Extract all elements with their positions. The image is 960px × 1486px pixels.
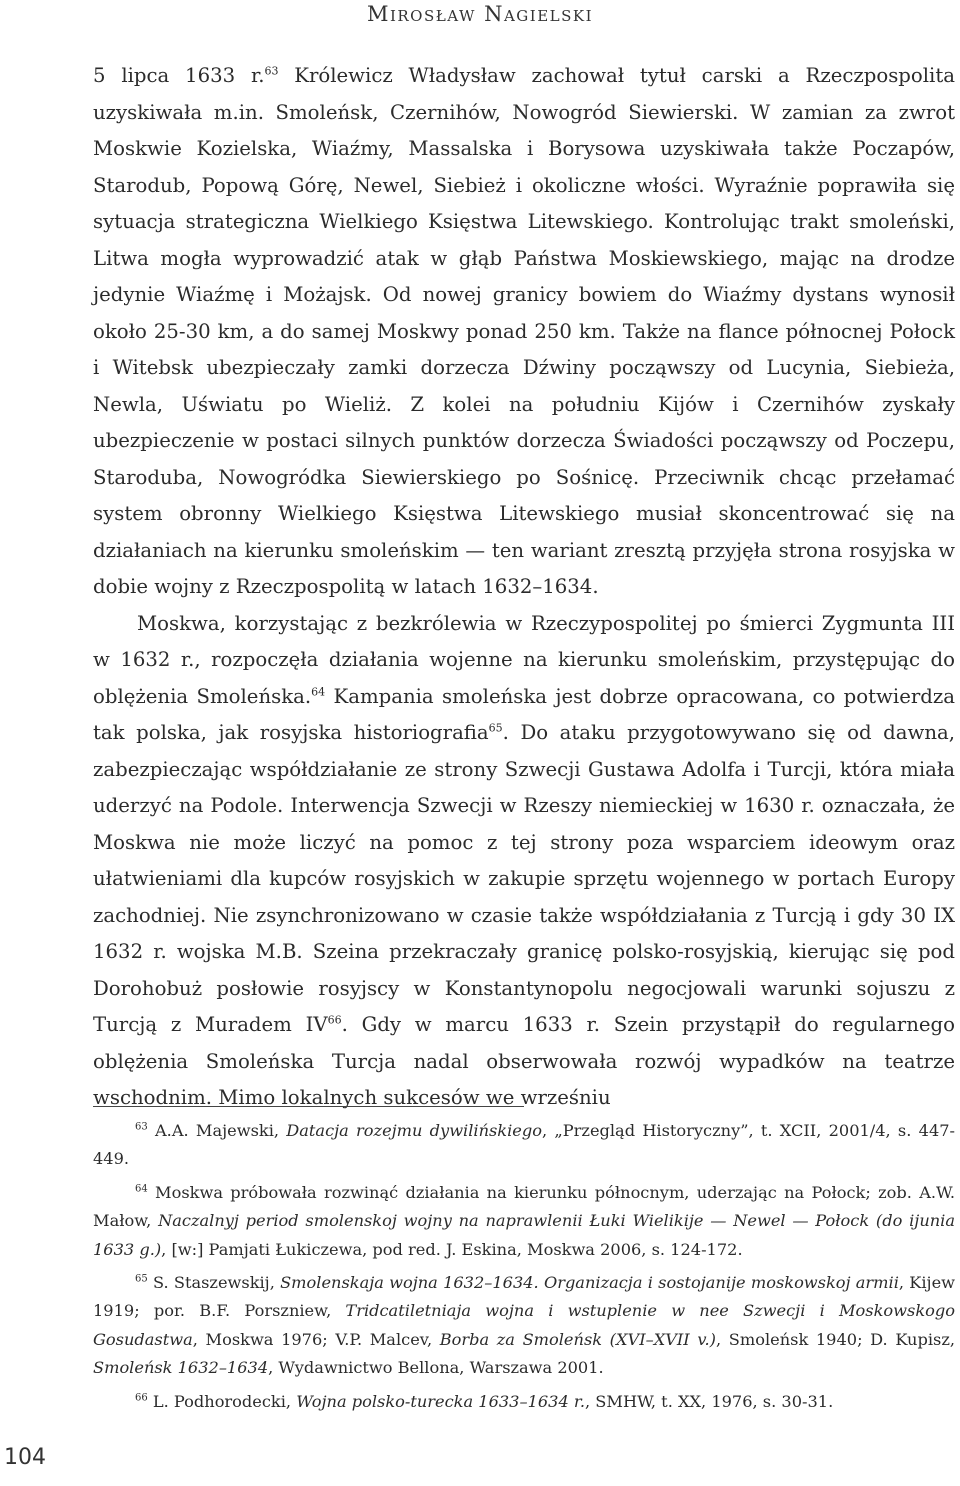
paragraph-2: Moskwa, korzystając z bezkrólewia w Rzeczypospolitej po śmierci Zygmunta III w 1632 r., rozpoczęła działania wojenne na kierunku smoleńskim, przystępując do oblężenia Smoleńska.$^{64}$ Kampania smoleńska jest dobrze opracowana, co potwierdza tak polska, jak rosyjska historiografia$^{65}$. Do ataku przygotowywano się od dawna, zabezpieczając współdziałanie ze strony Szwecji Gustawa Adolfa i Turcji, która miała uderzyć na Podole. Interwencja Szwecji w Rzeszy niemieckiej w 1630 r. oznaczała, że Moskwa nie może liczyć na pomoc z tej strony poza wsparciem ideowym oraz ułatwieniami dla kupców rosyjskich w zakupie sprzętu wojennego w portach Europy zachodniej. Nie zsynchronizowano w czasie także współdziałania z Turcją i gdy 30 IX 1632 r. wojska M.B. Szeina przekraczały granicę polsko-rosyjskią, kierując się pod Dorohobuż posłowie rosyjscy w Konstantynopolu negocjowali warunki sojuszu z Turcją z Muradem IV$^{66}$. Gdy w marcu 1633 r. Szein przystąpił do regularnego oblężenia Smoleńska Turcja nadal obserwowała rozwój wypadków na teatrze wschodnim. Mimo lokalnych sukcesów we wrześniu xyxy=(93,611,956,1109)
footnote-64: $^{64}$ Moskwa próbowała rozwinąć działania na kierunku północnym, uderzając na Połock; zob. A.W. Małow, Naczalnyj period smolenskoj wojny na naprawlenii Łuki Wielikije — Newel — Połock (do ijunia 1633 g.), [w:] Pamjati Łukiczewa, pod red. J. Eskina, Moskwa 2006, s. 124-172. xyxy=(93,1182,955,1259)
footnote-ref-64[interactable]: 64 xyxy=(311,684,326,698)
footnotes xyxy=(93,1117,955,1421)
footnote-divider xyxy=(93,1106,524,1107)
footnote-63: $^{63}$ A.A. Majewski, Datacja rozejmu dywilińskiego, „Przegląd Historyczny”, t. XCII, 2001/4, s. 447-449. xyxy=(93,1121,956,1169)
footnote-ref-65[interactable]: 65 xyxy=(488,721,503,735)
footnote-ref-63[interactable]: 63 xyxy=(264,64,279,78)
page-number: 104 xyxy=(4,1445,46,1470)
main-text xyxy=(93,58,955,1117)
running-header: Mirosław Nagielski xyxy=(366,2,594,26)
paragraph-1: 5 lipca 1633 r.$^{63}$ Królewicz Władysław zachował tytuł carski a Rzeczpospolita uzyskiwała m.in. Smoleńsk, Czernihów, Nowogród Siewierski. W zamian za zwrot Moskwie Kozielska, Wiaźmy, Massalska i Borysowa uzyskiwała także Poczapów, Starodub, Popową Górę, Newel, Siebież i okoliczne włości. Wyraźnie poprawiła się sytuacja strategiczna Wielkiego Księstwa Litewskiego. Kontrolując trakt smoleński, Litwa mogła wyprowadzić atak w głąb Państwa Moskiewskiego, mając na drodze jedynie Wiaźmę i Możajsk. Od nowej granicy bowiem do Wiaźmy dystans wynosił około 25-30 km, a do samej Moskwy ponad 250 km. Także na flance północnej Połock i Witebsk ubezpieczały zamki dorzecza Dźwiny począwszy od Lucynia, Siebieża, Newla, Uświatu po Wieliż. Z kolei na południu Kijów i Czernihów zyskały ubezpieczenie w postaci silnych punktów dorzecza Świadości począwszy od Poczepu, Staroduba, Nowogródka Siewierskiego po Sośnicę. Przeciwnik chcąc przełamać system obronny Wielkiego Księstwa Litewskiego musiał skoncentrować się na działaniach na kierunku smoleńskim — ten wariant zresztą przyjęła strona rosyjska w dobie wojny z Rzeczpospolitą w latach 1632–1634. xyxy=(93,64,955,598)
footnote-65: $^{65}$ S. Staszewskij, Smolenskaja wojna 1632–1634. Organizacja i sostojanije moskowskoj armii, Kijew 1919; por. B.F. Porszniew, Tridcatiletniaja wojna i wstuplenie w nee Szwecji i Moskowskogo Gosudastwa, Moskwa 1976; V.P. Malcev, Borba za Smoleńsk (XVI–XVII v.), Smoleńsk 1940; D. Kupisz, Smoleńsk 1632–1634, Wydawnictwo Bellona, Warszawa 2001. xyxy=(93,1273,956,1378)
footnote-66: $^{66}$ L. Podhorodecki, Wojna polsko-turecka 1633–1634 r., SMHW, t. XX, 1976, s. 30-31. xyxy=(135,1391,834,1411)
footnote-ref-66[interactable]: 66 xyxy=(327,1013,342,1027)
